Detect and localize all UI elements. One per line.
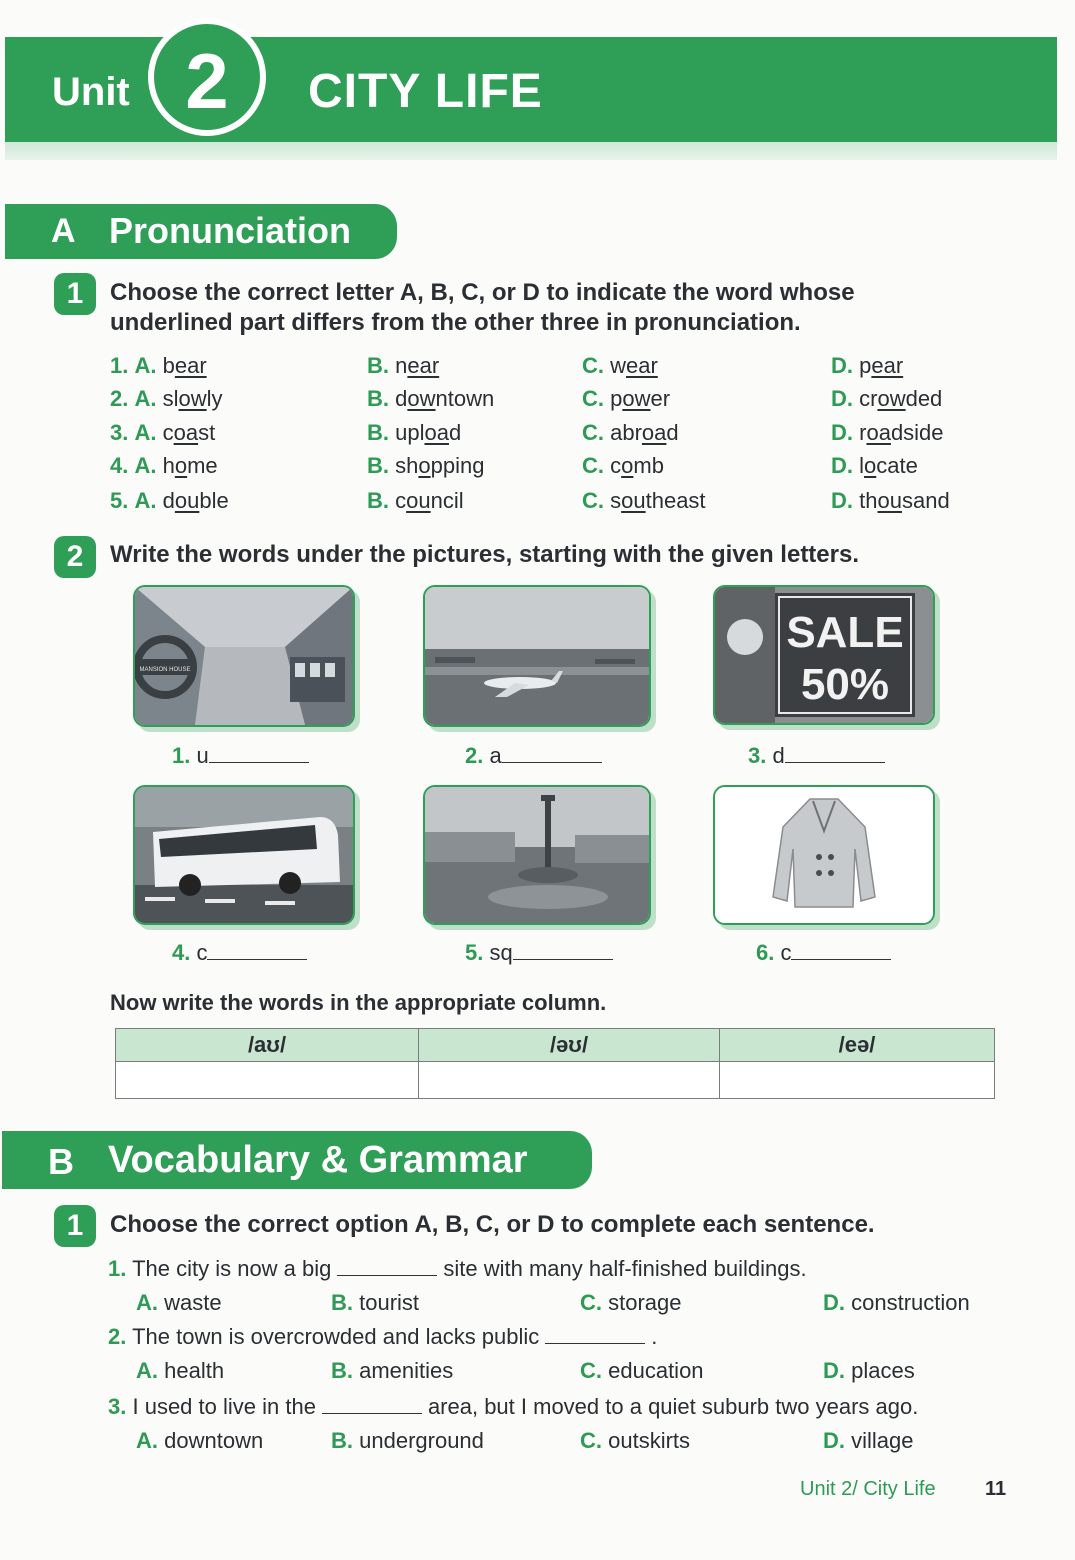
option-letter: D. — [823, 1358, 845, 1383]
word-part: me — [187, 453, 218, 478]
word-part: ble — [199, 488, 229, 513]
word-part: theast — [645, 488, 706, 513]
option-text: amenities — [359, 1358, 454, 1383]
word-part: ncil — [430, 488, 464, 513]
option-text: construction — [851, 1290, 970, 1315]
word-part: d — [448, 420, 462, 445]
answer-option[interactable] — [823, 1358, 915, 1384]
underlined-part: ou — [621, 488, 646, 513]
option-letter: A. — [134, 386, 157, 411]
option-letter: D. — [831, 488, 853, 513]
word-part: cr — [859, 386, 878, 411]
underlined-part: ear — [407, 353, 440, 378]
option-letter: B. — [367, 386, 389, 411]
answer-option[interactable] — [580, 1428, 690, 1454]
option-word — [859, 420, 943, 445]
word-part: ly — [206, 386, 223, 411]
picture-underground-station — [133, 585, 355, 727]
word-part: p — [859, 353, 872, 378]
option-letter: C. — [582, 453, 604, 478]
answer-option[interactable] — [823, 1428, 914, 1454]
question-number: 5. — [110, 488, 129, 513]
task-instruction: Choose the correct option A, B, C, or D to complete each sentence. — [110, 1211, 875, 1238]
answer-option[interactable] — [580, 1358, 704, 1384]
sentence-start: The town is overcrowded and lacks public — [132, 1324, 540, 1349]
answer-blank[interactable] — [791, 943, 891, 960]
question-number: 3. — [108, 1394, 127, 1419]
picture-coat — [713, 785, 935, 925]
section-letter: B — [48, 1141, 74, 1182]
underlined-part: o — [864, 453, 877, 478]
option-letter: C. — [582, 488, 604, 513]
underlined-part: oa — [866, 420, 891, 445]
pronunciation-option[interactable] — [831, 420, 944, 446]
task-number-badge: 2 — [54, 536, 96, 578]
picture-airport — [423, 585, 651, 727]
option-letter: A. — [136, 1290, 158, 1315]
option-letter: A. — [134, 353, 157, 378]
answer-option[interactable] — [823, 1290, 970, 1316]
question-number: 1. — [110, 353, 129, 378]
picture-number: 3. — [748, 743, 767, 768]
picture-caption — [465, 940, 613, 966]
pronunciation-option[interactable] — [831, 353, 903, 379]
option-text: tourist — [359, 1290, 420, 1315]
option-letter: B. — [367, 420, 389, 445]
question-number: 3. — [110, 420, 129, 445]
option-text: storage — [608, 1290, 682, 1315]
word-part: d — [162, 488, 175, 513]
option-word — [610, 386, 670, 411]
question-number: 2. — [108, 1324, 127, 1349]
word-part: c — [395, 488, 407, 513]
answer-blank[interactable] — [322, 1397, 422, 1414]
word-part: s — [610, 488, 622, 513]
pronunciation-option[interactable] — [367, 488, 464, 514]
option-word — [163, 453, 218, 478]
answer-blank[interactable] — [545, 1327, 645, 1344]
option-letter: D. — [831, 353, 853, 378]
answer-blank[interactable] — [502, 746, 602, 763]
running-title: Unit 2/ City Life — [800, 1478, 936, 1500]
table-header-row — [116, 1029, 995, 1062]
column-header: /əʊ/ — [419, 1029, 720, 1062]
option-word — [859, 488, 950, 513]
word-part: upl — [395, 420, 425, 445]
picture-caption — [172, 743, 309, 769]
sentence-end: site with many half-finished buildings. — [443, 1256, 807, 1281]
answer-option[interactable] — [331, 1290, 419, 1316]
option-letter: B. — [367, 488, 389, 513]
word-part: b — [162, 353, 175, 378]
question-sentence — [108, 1256, 807, 1282]
underlined-part: o — [418, 453, 431, 478]
option-word — [395, 420, 461, 445]
underlined-part: o — [621, 453, 634, 478]
option-text: education — [608, 1358, 704, 1383]
option-letter: C. — [582, 353, 604, 378]
start-letters: c — [780, 940, 792, 965]
option-word — [610, 420, 679, 445]
option-letter: C. — [580, 1358, 602, 1383]
option-word — [859, 453, 918, 478]
option-letter: D. — [823, 1428, 845, 1453]
option-letter: A. — [134, 453, 157, 478]
answer-cell[interactable] — [116, 1062, 419, 1099]
picture-caption — [748, 743, 885, 769]
answer-option[interactable] — [331, 1358, 453, 1384]
option-word — [610, 353, 658, 378]
pronunciation-option[interactable] — [367, 386, 494, 412]
question-number: 2. — [110, 386, 129, 411]
column-header: /aʊ/ — [116, 1029, 419, 1062]
underlined-part: ear — [871, 353, 904, 378]
option-word — [163, 420, 216, 445]
question-number: 1. — [108, 1256, 127, 1281]
pronunciation-option[interactable] — [367, 453, 484, 479]
option-letter: A. — [136, 1358, 158, 1383]
picture-number: 4. — [172, 940, 191, 965]
word-part: pping — [430, 453, 485, 478]
task-instruction: Write the words under the pictures, starting with the given letters. — [110, 541, 860, 568]
word-part: sand — [901, 488, 950, 513]
answer-option[interactable] — [580, 1290, 682, 1316]
picture-caption — [172, 940, 307, 966]
pronunciation-option[interactable] — [110, 420, 215, 446]
underlined-part: ear — [626, 353, 658, 378]
task-number-badge: 1 — [54, 1205, 96, 1247]
question-sentence — [108, 1324, 657, 1350]
underlined-part: ow — [877, 386, 906, 411]
option-letter: D. — [831, 386, 853, 411]
sentence-start: The city is now a big — [132, 1256, 332, 1281]
option-letter: A. — [134, 420, 157, 445]
option-letter: C. — [582, 386, 604, 411]
start-letters: c — [196, 940, 208, 965]
task-number-badge: 1 — [54, 273, 96, 315]
option-letter: B. — [367, 453, 389, 478]
pronunciation-option[interactable] — [582, 488, 706, 514]
question-number: 4. — [110, 453, 129, 478]
word-part: abr — [610, 420, 642, 445]
pronunciation-option[interactable] — [831, 488, 950, 514]
sentence-end: . — [651, 1324, 658, 1349]
word-part: d — [395, 386, 408, 411]
pronunciation-option[interactable] — [110, 386, 223, 412]
option-text: waste — [164, 1290, 222, 1315]
option-word — [610, 453, 664, 478]
underlined-part: ou — [877, 488, 902, 513]
option-text: downtown — [164, 1428, 264, 1453]
option-word — [859, 386, 942, 411]
underlined-part: ow — [407, 386, 436, 411]
option-letter: D. — [823, 1290, 845, 1315]
word-part: r — [859, 420, 867, 445]
pronunciation-option[interactable] — [110, 353, 207, 379]
picture-number: 2. — [465, 743, 484, 768]
answer-blank[interactable] — [209, 746, 309, 763]
column-instruction: Now write the words in the appropriate column. — [110, 990, 607, 1015]
sentence-start: I used to live in the — [132, 1394, 316, 1419]
banner-strip — [5, 142, 1057, 160]
option-word — [163, 353, 207, 378]
option-text: village — [851, 1428, 914, 1453]
option-text: health — [164, 1358, 225, 1383]
picture-coach — [133, 785, 355, 925]
pronunciation-option[interactable] — [582, 353, 658, 379]
pronunciation-option[interactable] — [831, 453, 918, 479]
option-letter: A. — [134, 488, 157, 513]
underlined-part: ou — [174, 488, 200, 513]
section-a-header — [5, 204, 397, 259]
underlined-part: ou — [406, 488, 431, 513]
underlined-part: oa — [424, 420, 449, 445]
underlined-part: ear — [174, 353, 207, 378]
sound-columns-table — [115, 1028, 995, 1099]
table-row — [116, 1062, 995, 1099]
station-sign-text: MANSION HOUSE — [139, 667, 191, 673]
option-letter: D. — [831, 420, 853, 445]
underlined-part: oa — [173, 420, 199, 445]
word-part: st — [198, 420, 216, 445]
pronunciation-option[interactable] — [582, 386, 670, 412]
picture-sale-sign — [713, 585, 935, 725]
word-part: cate — [876, 453, 918, 478]
pronunciation-option[interactable] — [367, 353, 439, 379]
section-title: Pronunciation — [109, 210, 351, 251]
pronunciation-option[interactable] — [831, 386, 942, 412]
page-number: 11 — [985, 1478, 1007, 1500]
section-title: Vocabulary & Grammar — [108, 1139, 528, 1181]
question-sentence — [108, 1394, 918, 1420]
option-word — [395, 488, 464, 513]
option-text: underground — [359, 1428, 484, 1453]
answer-blank[interactable] — [513, 943, 613, 960]
option-text: places — [851, 1358, 915, 1383]
word-part: c — [610, 453, 622, 478]
word-part: sl — [162, 386, 179, 411]
word-part: dside — [890, 420, 944, 445]
answer-blank[interactable] — [207, 943, 307, 960]
word-part: w — [610, 353, 627, 378]
option-word — [163, 386, 223, 411]
word-part: p — [610, 386, 623, 411]
word-part: mb — [633, 453, 664, 478]
word-part: ntown — [435, 386, 495, 411]
underlined-part: oa — [641, 420, 667, 445]
word-part: er — [650, 386, 671, 411]
start-letters: d — [772, 743, 785, 768]
option-letter: B. — [331, 1428, 353, 1453]
picture-caption — [465, 743, 602, 769]
option-letter: A. — [136, 1428, 158, 1453]
unit-label: Unit — [52, 70, 130, 114]
answer-option[interactable] — [136, 1358, 224, 1384]
word-part: h — [162, 453, 175, 478]
unit-number: 2 — [185, 37, 229, 125]
option-letter: D. — [831, 453, 853, 478]
picture-number: 5. — [465, 940, 484, 965]
option-letter: B. — [331, 1290, 353, 1315]
option-letter: B. — [331, 1358, 353, 1383]
word-part: d — [666, 420, 679, 445]
instruction-line: underlined part differs from the other three in pronunciation. — [110, 309, 801, 336]
option-word — [163, 488, 229, 513]
answer-cell[interactable] — [419, 1062, 720, 1099]
option-letter: C. — [580, 1290, 602, 1315]
answer-option[interactable] — [136, 1428, 263, 1454]
answer-cell[interactable] — [720, 1062, 995, 1099]
picture-number: 1. — [172, 743, 191, 768]
picture-city-square — [423, 785, 651, 925]
answer-option[interactable] — [136, 1290, 222, 1316]
word-part: n — [395, 353, 408, 378]
option-word — [395, 353, 439, 378]
answer-blank[interactable] — [785, 746, 885, 763]
start-letters: a — [489, 743, 502, 768]
picture-number: 6. — [756, 940, 775, 965]
word-part: l — [859, 453, 865, 478]
underlined-part: ow — [178, 386, 207, 411]
sale-sign-line1: SALE — [786, 608, 904, 657]
option-word — [610, 488, 705, 513]
word-part: th — [859, 488, 878, 513]
answer-option[interactable] — [331, 1428, 484, 1454]
word-part: c — [162, 420, 174, 445]
unit-title: CITY LIFE — [308, 65, 543, 118]
option-word — [859, 353, 903, 378]
underlined-part: ow — [622, 386, 651, 411]
sale-sign-line2: 50% — [800, 660, 890, 709]
sentence-end: area, but I moved to a quiet suburb two years ago. — [427, 1394, 919, 1419]
option-letter: C. — [580, 1428, 602, 1453]
pronunciation-option[interactable] — [110, 453, 218, 479]
start-letters: sq — [489, 940, 513, 965]
answer-blank[interactable] — [337, 1259, 437, 1276]
word-part: sh — [395, 453, 419, 478]
option-text: outskirts — [608, 1428, 691, 1453]
underlined-part: o — [174, 453, 188, 478]
column-header: /eə/ — [720, 1029, 995, 1062]
option-word — [395, 386, 494, 411]
pronunciation-option[interactable] — [110, 488, 229, 514]
pronunciation-option[interactable] — [582, 420, 679, 446]
option-letter: B. — [367, 353, 389, 378]
picture-caption — [756, 940, 891, 966]
option-letter: C. — [582, 420, 604, 445]
instruction-line: Choose the correct letter A, B, C, or D to indicate the word whose — [110, 279, 855, 306]
start-letters: u — [196, 743, 209, 768]
pronunciation-option[interactable] — [367, 420, 461, 446]
task-instruction — [110, 278, 1010, 338]
option-word — [395, 453, 484, 478]
section-letter: A — [51, 212, 76, 250]
pronunciation-option[interactable] — [582, 453, 664, 479]
section-b-header — [2, 1131, 592, 1189]
word-part: ded — [905, 386, 943, 411]
